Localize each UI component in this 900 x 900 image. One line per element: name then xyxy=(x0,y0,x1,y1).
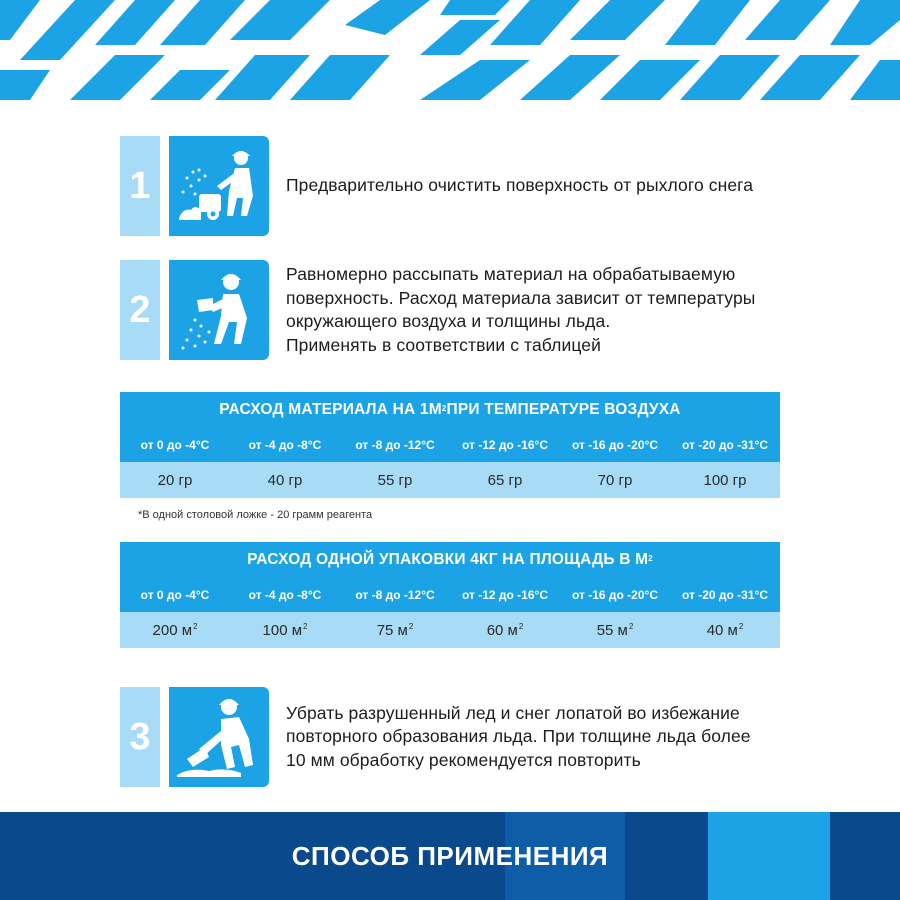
table-value-row xyxy=(120,462,780,498)
step-number: 1 xyxy=(120,136,160,236)
shovel-worker-icon xyxy=(169,687,269,787)
temperature-header: от -8 до -12°С xyxy=(355,588,435,602)
step-1 xyxy=(120,136,780,236)
consumption-value: 40 гр xyxy=(267,471,303,489)
temperature-header: от -16 до -20°С xyxy=(571,438,658,452)
package-coverage-table xyxy=(120,542,780,648)
temperature-header: от -8 до -12°С xyxy=(355,438,435,452)
step-instruction: Убрать разрушенный лед и снег лопатой во избежание повторного образования льда. При толщине льда более 10 мм обработку рекомендуется повторить xyxy=(286,702,751,770)
temperature-header: от 0 до -4°С xyxy=(140,588,210,602)
page-title: СПОСОБ ПРИМЕНЕНИЯ xyxy=(291,840,609,871)
step-instruction: Предварительно очистить поверхность от рыхлого снега xyxy=(286,175,754,196)
temperature-header: от -4 до -8°С xyxy=(248,438,322,452)
footer-bar xyxy=(0,812,900,900)
step-2 xyxy=(120,260,780,360)
temperature-header: от 0 до -4°С xyxy=(140,438,210,452)
step-number: 2 xyxy=(120,260,160,360)
area-value: 100 м $^2$ xyxy=(262,621,308,639)
snow-blower-worker-icon xyxy=(169,136,269,236)
temperature-header: от -12 до -16°С xyxy=(461,438,548,452)
step-number: 3 xyxy=(120,687,160,787)
table-title: РАСХОД МАТЕРИАЛА НА 1М $^2$ ПРИ ТЕМПЕРАТУРЕ ВОЗДУХА xyxy=(120,392,780,428)
top-decorative-pattern xyxy=(0,0,900,100)
footnote: *В одной столовой ложке - 20 грамм реагента xyxy=(138,509,373,521)
area-value: 200 м $^2$ xyxy=(152,621,198,639)
consumption-value: 20 гр xyxy=(157,471,193,489)
consumption-value: 55 гр xyxy=(377,471,413,489)
temperature-header: от -16 до -20°С xyxy=(571,588,658,602)
table-header-row xyxy=(120,428,780,462)
consumption-table xyxy=(120,392,780,498)
temperature-header: от -12 до -16°С xyxy=(461,588,548,602)
step-3 xyxy=(120,687,780,787)
area-value: 75 м $^2$ xyxy=(376,621,414,639)
spreading-material-worker-icon xyxy=(169,260,269,360)
consumption-value: 70 гр xyxy=(597,471,633,489)
area-value: 55 м $^2$ xyxy=(596,621,634,639)
table-value-row xyxy=(120,612,780,648)
step-instruction: Равномерно рассыпать материал на обрабатываемую поверхность. Расход материала зависит от температуры окружающего воздуха и толщины льда. Применять в соответствии с таблицей xyxy=(286,264,756,355)
consumption-value: 65 гр xyxy=(487,471,523,489)
area-value: 40 м $^2$ xyxy=(706,621,744,639)
table-header-row xyxy=(120,578,780,612)
consumption-value: 100 гр xyxy=(703,471,747,489)
table-title: РАСХОД ОДНОЙ УПАКОВКИ 4КГ НА ПЛОЩАДЬ В М $^2$ xyxy=(120,542,780,578)
temperature-header: от -4 до -8°С xyxy=(248,588,322,602)
temperature-header: от -20 до -31°С xyxy=(681,438,768,452)
area-value: 60 м $^2$ xyxy=(486,621,524,639)
temperature-header: от -20 до -31°С xyxy=(681,588,768,602)
